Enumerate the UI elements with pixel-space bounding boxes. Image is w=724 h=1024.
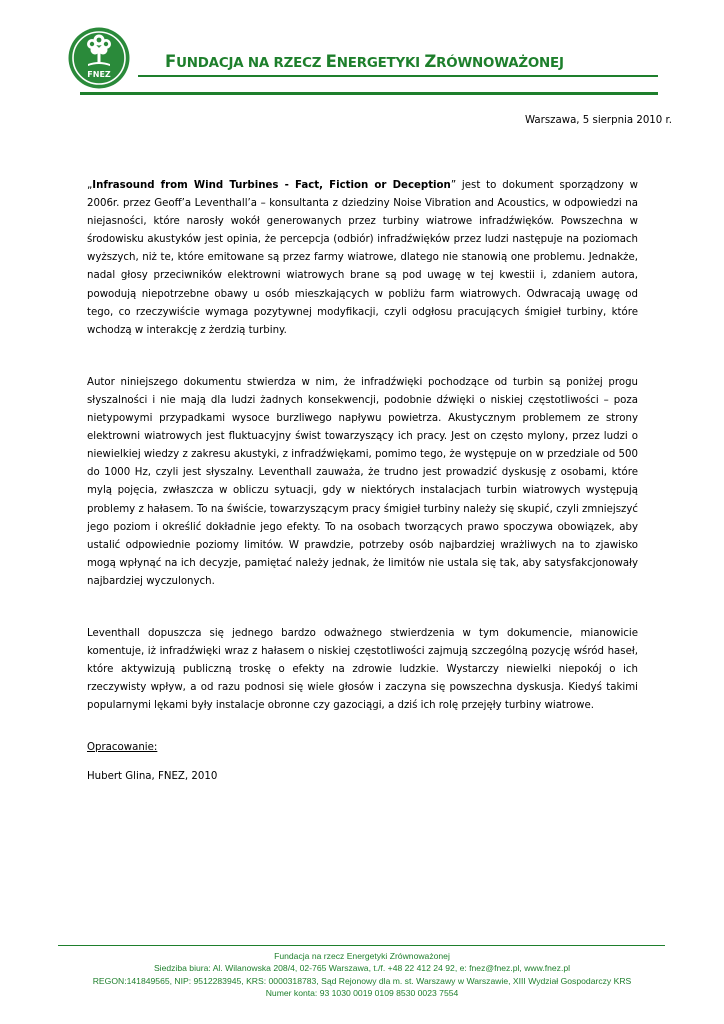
title-cap-3: Z <box>424 52 437 71</box>
paragraph-1 <box>87 177 638 340</box>
footer-org-name: Fundacja na rzecz Energetyki Zrównoważonej <box>274 951 450 961</box>
footer <box>0 950 724 1000</box>
title-cap-2: E <box>325 52 337 71</box>
logo-text: FNEZ <box>87 70 111 79</box>
paragraph-2: Autor niniejszego dokumentu stwierdza w nim, że infradźwięki pochodzące od turbin są poniżej progu słyszalności i nie mają dla ludzi żadnych konsekwencji, podobnie dźwięki o niskiej częstotliwości – poza nietypowymi przypadkami wysoce burzliwego napływu powietrza. Akustycznym problemem ze strony elektrowni wiatrowych jest fluktuacyjny świst towarzyszący ich pracy. Jest on często mylony, przez ludzi o niewielkiej wiedzy z zakresu akustyki, z infradźwiękami, pomimo tego, że występuje on w przedziale od 500 do 1000 Hz, czyli jest słyszalny. Leventhall zauważa, że trudno jest prowadzić dyskusję z osobami, które mylą pojęcia, zwłaszcza w obliczu sytuacji, gdy w niektórych instalacjach turbin wiatrowych występują problemy z hałasem. To na świście, towarzyszącym pracy śmigieł turbiny należy się skupić, czyli zmniejszyć jego poziom i określić dokładnie jego efekty. To na osobach tworzących prawo spoczywa obowiązek, aby ustalić odpowiednie poziomy limitów. W prawdzie, potrzeby osób najbardziej wrażliwych na to zjawisko mogą wpłynąć na ich decyzje, pamiętać należy jednak, że limitów nie ustala się tak, aby satysfakcjonowały najbardziej wyczulonych. <box>87 376 638 587</box>
header-rule-thin <box>138 75 658 77</box>
paragraph-3: Leventhall dopuszcza się jednego bardzo odważnego stwierdzenia w tym dokumencie, mianowicie komentuje, iż infradźwięki wraz z hałasem o niskiej częstotliwości zajmują szczególną pozycję wśród haseł, które aktywizują publiczną troskę o efekty na zdrowie ludzkie. Wystarczy niewielki niepokój o ich rzeczywisty wpływ, a od razu podnosi się wiele głosów i zaczyna się powszechna dyskusja. Kiedyś takimi popularnymi lękami były instalacje obronne czy gazociągi, a dziś ich rolę przejęły turbiny wiatrowe. <box>87 627 638 712</box>
organization-title <box>165 52 685 71</box>
prepared-by-label: Opracowanie: <box>87 742 158 753</box>
title-cap-1: F <box>165 52 177 71</box>
paragraph-1-text: ” jest to dokument sporządzony w 2006r. przez Geoff’a Leventhall’a – konsultanta z dziedziny Noise Vibration and Acoustics, w odpowiedzi na niejasności, które narosły wokół generowanych przez turbiny wiatrowe infradźwięków. Powszechna w środowisku akustyków jest opinia, że percepcja (odbiór) infradźwięków przez ludzi następuje na poziomach wyższych, niż te, które emitowane są przez farmy wiatrowe, dlatego nie stanowią one problemu. Jednakże, nadal głosy przeciwników elektrowni wiatrowych brane są pod uwagę w tej kwestii i, zdaniem autora, powodują niepotrzebne obawy u osób mieszkających w pobliżu farm wiatrowych. Odwracają uwagę od tego, co rzeczywiście wymaga pozytywnej modyfikacji, czyli odgłosu pracujących śmigieł turbiny, które wchodzą w interakcję z żerdzią turbiny. <box>87 180 638 336</box>
quote-open: „ <box>87 180 93 191</box>
title-rest-3: RÓWNOWAŻONEJ <box>436 56 564 71</box>
title-rest-1: UNDACJA NA RZECZ <box>176 56 326 71</box>
document-title-bold: Infrasound from Wind Turbines - Fact, Fiction or Deception <box>92 180 451 191</box>
footer-registration: REGON:141849565, NIP: 9512283945, KRS: 0000318783, Sąd Rejonowy dla m. st. Warszawy w Warszawie, XIII Wydział Gospodarczy KRS <box>92 975 632 986</box>
title-rest-2: NERGETYKI <box>336 56 425 71</box>
document-date: Warszawa, 5 sierpnia 2010 r. <box>524 115 672 126</box>
footer-address: Siedziba biura: Al. Wilanowska 208/4, 02-765 Warszawa, t./f. +48 22 412 24 92, e: fnez@fnez.pl, www.fnez.pl <box>153 963 571 974</box>
header-rule-thick <box>80 92 658 95</box>
document-body <box>87 177 638 715</box>
footer-account: Numer konta: 93 1030 0019 0109 8530 0023 7554 <box>265 988 459 999</box>
fnez-logo <box>68 27 130 89</box>
footer-rule <box>58 945 665 946</box>
author-signature: Hubert Glina, FNEZ, 2010 <box>87 771 218 782</box>
